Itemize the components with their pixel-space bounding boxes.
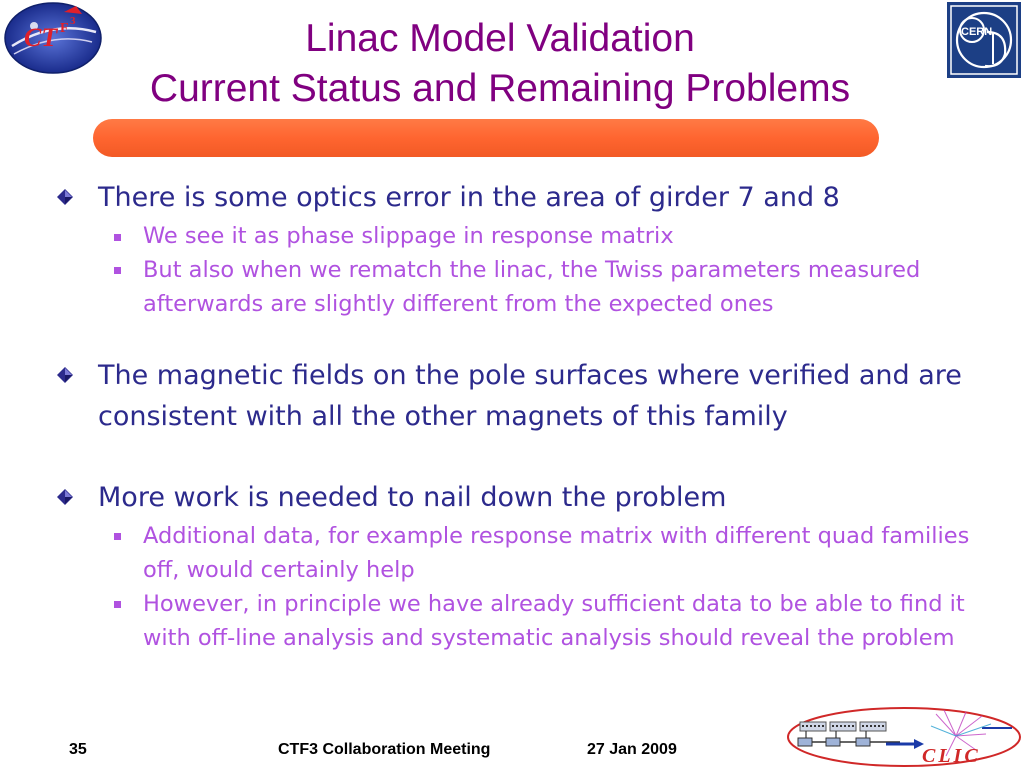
bullet-1-sub-1: We see it as phase slippage in response matrix xyxy=(143,223,674,249)
square-bullet-icon xyxy=(114,267,121,274)
square-bullet-icon xyxy=(114,234,121,241)
bullet-2-text: The magnetic fields on the pole surfaces where verified and are consistent with all the other magnets of this family xyxy=(98,360,962,432)
bullet-3-sub-1: Additional data, for example response matrix with different quad families off, would certainly help xyxy=(143,523,970,583)
page-number: 35 xyxy=(69,741,87,758)
square-bullet-icon xyxy=(114,533,121,540)
bullet-1-sub-2: But also when we rematch the linac, the Twiss parameters measured afterwards are slightly different from the expected ones xyxy=(143,257,921,317)
svg-text:3: 3 xyxy=(70,15,76,27)
svg-text:F: F xyxy=(60,21,69,36)
diamond-bullet-icon xyxy=(57,367,73,383)
slide-title xyxy=(0,14,1000,114)
clic-logo xyxy=(786,706,1022,768)
title-underline-bar xyxy=(93,119,879,157)
bullet-3-text: More work is needed to nail down the problem xyxy=(98,482,727,513)
bullet-3-sub-2: However, in principle we have already sufficient data to be able to find it with off-line analysis and systematic analysis should reveal the problem xyxy=(143,591,965,651)
square-bullet-icon xyxy=(114,601,121,608)
title-line-2: Current Status and Remaining Problems xyxy=(149,67,851,110)
svg-text:CERN: CERN xyxy=(961,26,993,38)
footer-meeting: CTF3 Collaboration Meeting xyxy=(278,741,491,758)
bullet-1-text: There is some optics error in the area of girder 7 and 8 xyxy=(98,182,840,213)
svg-text:CLIC: CLIC xyxy=(922,745,981,767)
svg-text:CT: CT xyxy=(24,23,58,52)
footer-date: 27 Jan 2009 xyxy=(587,741,677,758)
title-line-1: Linac Model Validation xyxy=(305,17,695,60)
diamond-bullet-icon xyxy=(57,189,73,205)
diamond-bullet-icon xyxy=(57,489,73,505)
